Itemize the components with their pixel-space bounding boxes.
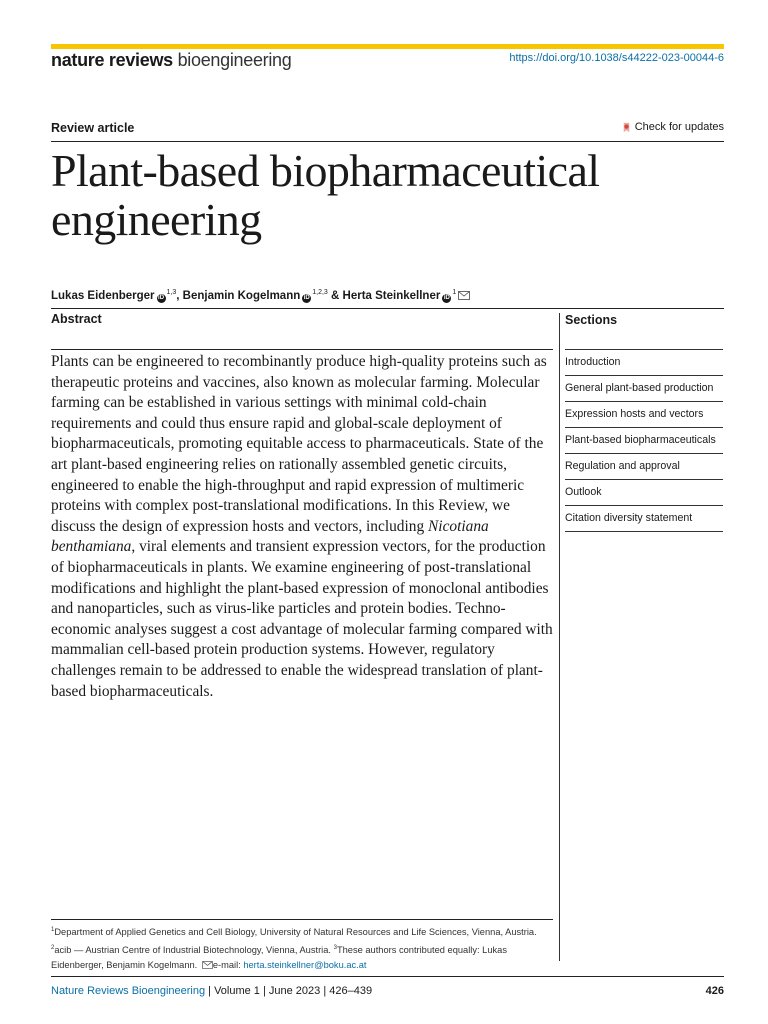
citation-details: | Volume 1 | June 2023 | 426–439 (205, 985, 373, 997)
masthead-journal: bioengineering (177, 50, 292, 70)
footnote-marker: 2 (51, 944, 55, 951)
journal-accent-bar (51, 44, 724, 49)
mail-icon[interactable] (458, 291, 470, 300)
author-name[interactable]: Lukas Eidenberger (51, 289, 155, 302)
section-link-expression-hosts[interactable]: Expression hosts and vectors (565, 401, 723, 427)
affiliation-2: acib — Austrian Centre of Industrial Biotechnology, Vienna, Austria. (54, 944, 334, 955)
mail-icon (202, 961, 213, 969)
abstract-text (51, 352, 553, 702)
footer-divider (51, 976, 724, 977)
author-separator: , (176, 289, 183, 302)
orcid-icon[interactable]: iD (158, 294, 165, 301)
abstract-italic-term: Nicotiana benthamiana (51, 517, 489, 556)
equal-contribution-note: These authors contributed equally: Lukas Eidenberger, Benjamin Kogelmann. (51, 944, 507, 971)
sections-nav (565, 349, 723, 532)
footer-journal-link[interactable]: Nature Reviews Bioengineering (51, 985, 206, 997)
column-divider (559, 313, 560, 961)
journal-citation (51, 985, 372, 997)
section-link-citation-diversity[interactable]: Citation diversity statement (565, 505, 723, 532)
sections-heading: Sections (565, 313, 618, 327)
affiliations-footnote (51, 923, 556, 974)
journal-masthead[interactable] (51, 50, 291, 71)
check-updates-label: Check for updates (634, 121, 724, 133)
check-for-updates-button[interactable] (621, 121, 724, 133)
header-divider (51, 308, 724, 309)
section-link-regulation[interactable]: Regulation and approval (565, 453, 723, 479)
masthead-brand: nature reviews (51, 50, 173, 70)
section-link-general-production[interactable]: General plant-based production (565, 375, 723, 401)
article-title: Plant-based biopharmaceutical engineering (51, 145, 600, 245)
footnote-divider (51, 919, 553, 920)
author-separator: & (327, 289, 343, 302)
section-link-biopharmaceuticals[interactable]: Plant-based biopharmaceuticals (565, 427, 723, 453)
affiliation-1: Department of Applied Genetics and Cell Biology, University of Natural Resources and Life Sciences, Vienna, Austria. (54, 927, 537, 938)
corresponding-email-link[interactable]: herta.steinkellner@boku.ac.at (243, 960, 367, 971)
author-affiliation: 1,2,3 (312, 289, 328, 296)
author-affiliation: 1 (452, 289, 457, 296)
author-name[interactable]: Herta Steinkellner (342, 289, 441, 302)
author-affiliation: 1,3 (166, 289, 177, 296)
article-type: Review article (51, 121, 135, 135)
author-name[interactable]: Benjamin Kogelmann (182, 289, 301, 302)
orcid-icon[interactable]: iD (443, 294, 450, 301)
check-updates-icon (621, 122, 632, 133)
doi-link[interactable]: https://doi.org/10.1038/s44222-023-00044-6 (509, 52, 724, 64)
author-list (51, 289, 470, 303)
section-link-introduction[interactable]: Introduction (565, 349, 723, 375)
abstract-text-part: Plants can be engineered to recombinantly produce high-quality proteins such as therapeutic proteins and vaccines, also known as molecular farming. Molecular farming can be established in various settings with minimal cold-chain requirements and could thus ensure rapid and global-scale deployment of biopharmaceuticals, promoting equitable access to pharmaceuticals. State of the art plant-based engineering relies on rationally assembled genetic circuits, engineered to enable the high-throughput and rapid expression of multimeric proteins with complex post-translational modifications. In this Review, we discuss the design of expression hosts and vectors, including (51, 353, 547, 535)
page-number: 426 (705, 985, 724, 997)
abstract-divider (51, 349, 553, 350)
abstract-heading: Abstract (51, 312, 102, 326)
title-divider (51, 141, 724, 142)
footnote-marker: 1 (51, 927, 55, 933)
footnote-marker: 3 (333, 944, 337, 951)
orcid-icon[interactable]: iD (303, 294, 310, 301)
section-link-outlook[interactable]: Outlook (565, 479, 723, 505)
abstract-text-part: , viral elements and transient expression vectors, for the production of biopharmaceuticals in plants. We examine engineering of post-translational modifications and highlight the plant-based expression of monoclonal antibodies and nanoparticles, such as virus-like particles and protein bodies. Techno-economic analyses suggest a cost advantage of molecular farming compared with mammalian cell-based protein production systems. However, regulatory challenges remain to be addressed to enable the widespread translation of plant-based biopharmaceuticals. (51, 538, 553, 700)
email-label: e-mail: (212, 960, 244, 971)
